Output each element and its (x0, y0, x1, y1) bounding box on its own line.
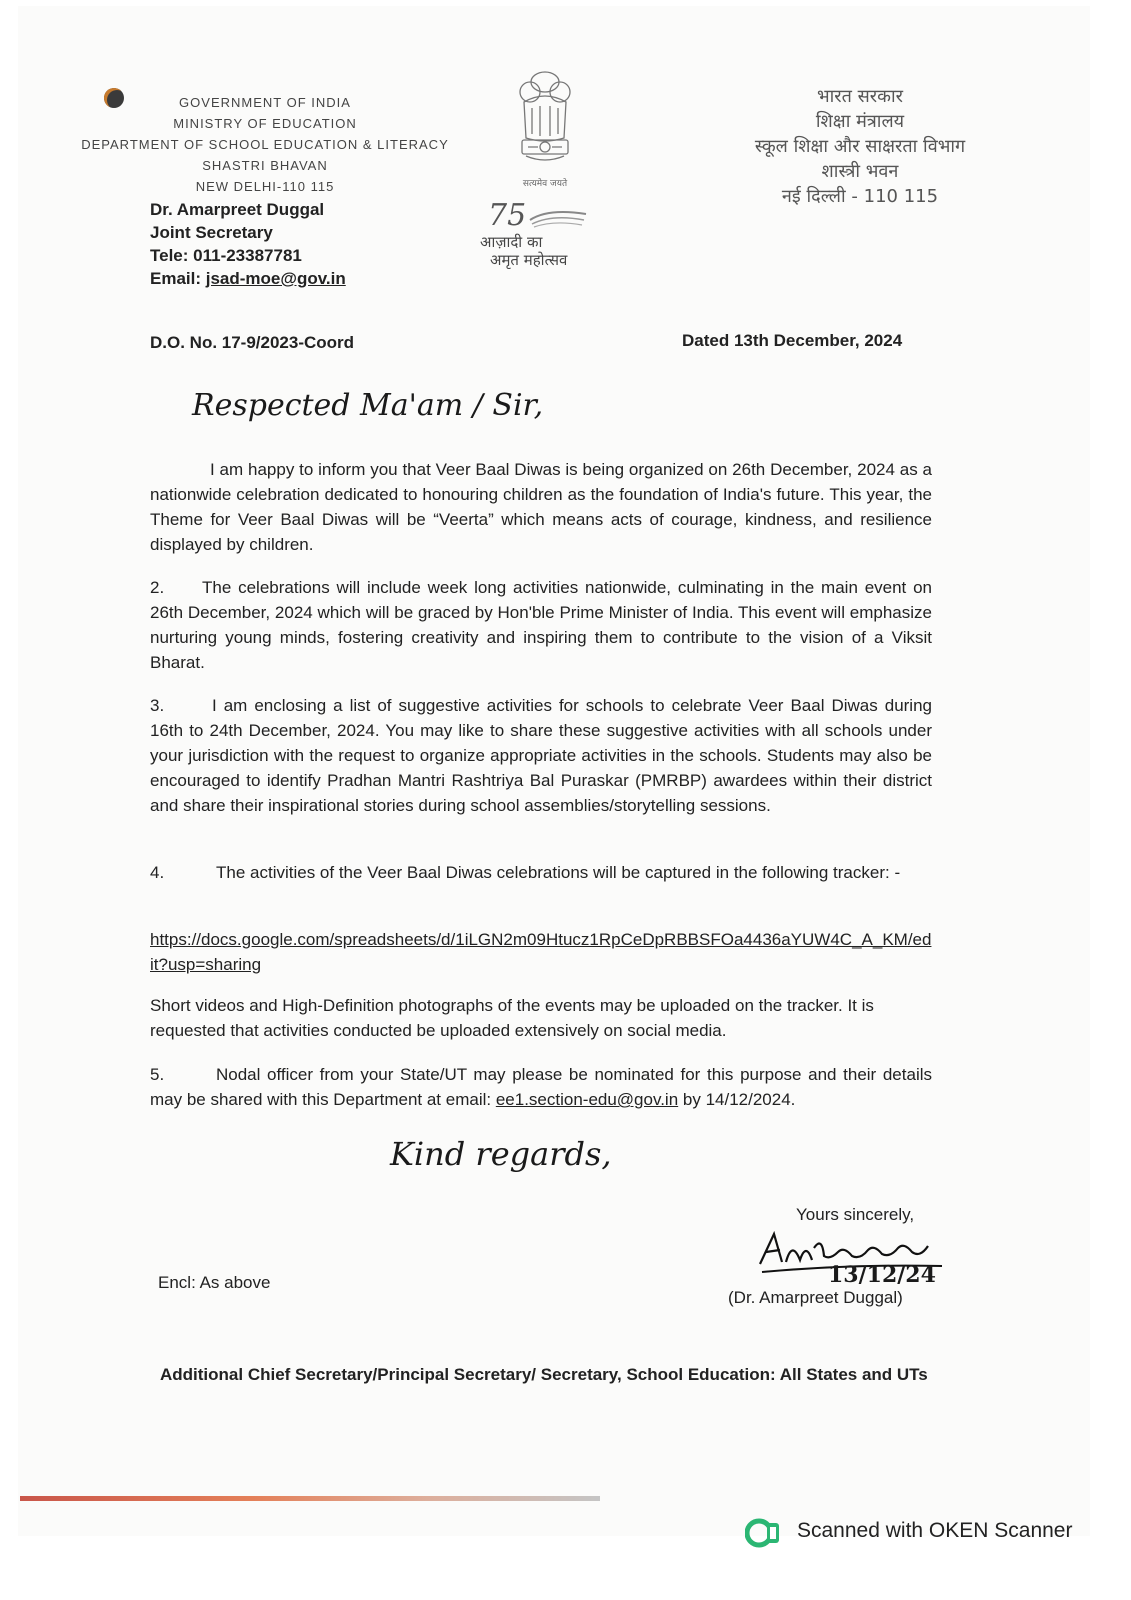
english-header (70, 92, 460, 197)
paragraph-1 (150, 457, 932, 557)
emblem-icon (510, 68, 580, 193)
hindi-header-line: शिक्षा मंत्रालय (815, 111, 905, 132)
paragraph-4b (150, 993, 932, 1043)
email-line (150, 267, 480, 290)
scanner-watermark (745, 1515, 1095, 1551)
signatory-name: (Dr. Amarpreet Duggal) (728, 1288, 903, 1307)
addressee (160, 1363, 934, 1387)
dated-line: Dated 13th December, 2024 (682, 331, 903, 350)
contact-block (150, 198, 480, 290)
tracker-link[interactable]: https://docs.google.com/spreadsheets/d/1iLGN2m09Htucz1RpCeDpRBBSFOa4436aYUW4C_A_KM/edit?usp=sharing (150, 930, 932, 974)
tele-value: 011-23387781 (193, 246, 302, 265)
paragraph-1-text: I am happy to inform you that Veer Baal Diwas is being organized on 26th December, 2024 as a nationwide celebration dedicated to honouring children as the foundation of India's future. This year, the Theme for Veer Baal Diwas will be “Veerta” which means acts of courage, kindness, and resilience displayed by children. (150, 460, 932, 554)
header-line: DEPARTMENT OF SCHOOL EDUCATION & LITERACY (81, 137, 449, 152)
header-line: MINISTRY OF EDUCATION (173, 116, 357, 131)
scanner-label: Scanned with OKEN Scanner (797, 1519, 1073, 1542)
logo-line-1: आज़ादी का (480, 233, 543, 251)
paragraph-4b-text: Short videos and High-Definition photographs of the events may be uploaded on the tracker. It is requested that activities conducted be uploaded extensively on social media. (150, 996, 874, 1040)
hindi-header-line: स्कूल शिक्षा और साक्षरता विभाग (754, 136, 966, 157)
azadi-amrit-mahotsav-logo (480, 198, 608, 269)
scan-edge-artifact (20, 1496, 600, 1501)
header-line: SHASTRI BHAVAN (202, 158, 328, 173)
hindi-header-line: भारत सरकार (816, 86, 904, 107)
header-line: NEW DELHI-110 115 (195, 179, 335, 194)
officer-email-link[interactable]: jsad-moe@gov.in (205, 269, 346, 288)
telephone-line (150, 244, 480, 267)
paragraph-4-text: The activities of the Veer Baal Diwas celebrations will be captured in the following tracker: - (216, 863, 901, 882)
logo-flag-swoosh-icon (528, 206, 588, 228)
email-label: Email: (150, 269, 206, 288)
officer-name: Dr. Amarpreet Duggal (150, 200, 325, 219)
paragraph-3-text: I am enclosing a list of suggestive activities for schools to celebrate Veer Baal Diwas during 16th to 24th December, 2024. You may like to share these suggestive activities with all schools under your jurisdiction with the request to organize appropriate activities in the schools. Students may also be encouraged to identify Pradhan Mantri Rashtriya Bal Puraskar (PMRBP) awardees within their district and share their inspirational stories during school assemblies/storytelling sessions. (150, 696, 932, 815)
paragraph-4 (150, 860, 932, 885)
logo-line-2: अमृत महोत्सव (490, 251, 568, 269)
addressee-text: Additional Chief Secretary/Principal Secretary/ Secretary, School Education: All States and UTs (160, 1365, 928, 1384)
tracker-link-container (150, 927, 932, 977)
hindi-header-line: नई दिल्ली - 110 115 (781, 186, 939, 207)
paragraph-2-text: The celebrations will include week long activities nationwide, culminating in the main event on 26th December, 2024 which will be graced by Hon'ble Prime Minister of India. This event will emphasize nurturing young minds, fostering creativity and inspiring them to contribute to the vision of a Viksit Bharat. (150, 578, 932, 672)
signature-date: 13/12/24 (828, 1262, 936, 1288)
paragraph-5-deadline: by 14/12/2024. (678, 1090, 796, 1109)
paragraph-5-text: Nodal officer from your State/UT may please be nominated for this purpose and their details may be shared with this Department at email: (150, 1065, 932, 1109)
enclosure-note: Encl: As above (158, 1273, 271, 1292)
emblem-motto: सत्यमेव जयते (522, 179, 568, 189)
paragraph-2 (150, 575, 932, 675)
paragraph-5 (150, 1062, 932, 1112)
national-emblem (510, 68, 580, 193)
hindi-header (690, 84, 1030, 209)
hindi-header-line: शास्त्री भवन (821, 161, 899, 182)
do-number: D.O. No. 17-9/2023-Coord (150, 333, 355, 352)
handwritten-kind-regards: Kind regards, (390, 1135, 612, 1173)
paragraph-3 (150, 693, 932, 818)
paragraph-number: 2. (150, 578, 165, 597)
yours-sincerely: Yours sincerely, (796, 1205, 915, 1224)
oken-scanner-logo-icon (745, 1517, 781, 1549)
paragraph-number: 5. (150, 1065, 165, 1084)
paragraph-number: 4. (150, 863, 165, 882)
logo-75-number: 75 (488, 198, 527, 233)
paragraph-number: 3. (150, 696, 165, 715)
tele-label: Tele: (150, 246, 194, 265)
header-line: GOVERNMENT OF INDIA (179, 95, 351, 110)
handwritten-salutation: Respected Ma'am / Sir, (192, 388, 544, 423)
nodal-email-link[interactable]: ee1.section-edu@gov.in (495, 1090, 679, 1109)
officer-designation: Joint Secretary (150, 223, 273, 242)
